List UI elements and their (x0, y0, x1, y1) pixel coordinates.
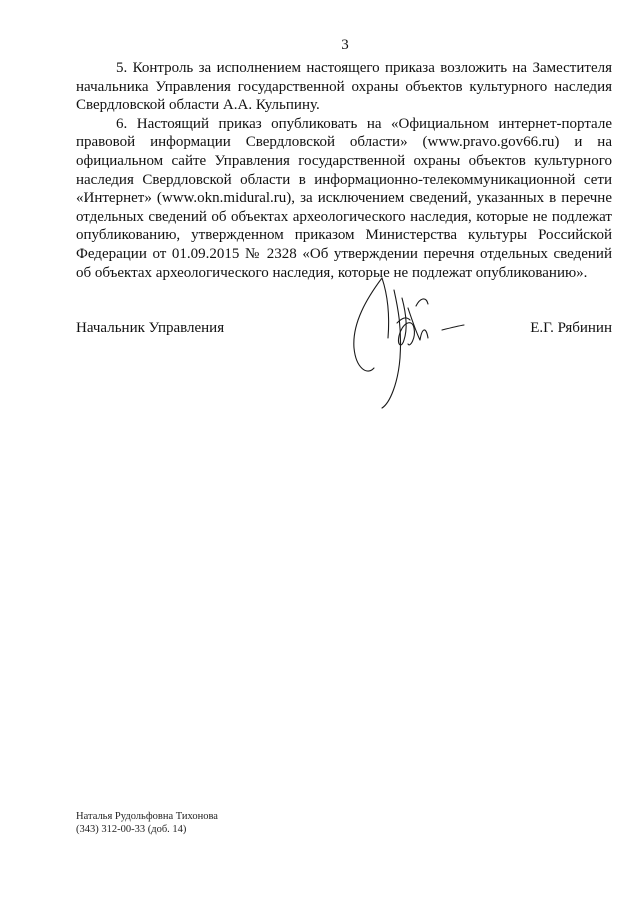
page-number: 3 (341, 37, 349, 53)
paragraph-5: 5. Контроль за исполнением настоящего приказа возложить на Заместителя начальника Управления государственной охраны объектов культурного наследия Свердловской области А.А. Кульпину. (76, 60, 612, 114)
paragraph-6: 6. Настоящий приказ опубликовать на «Официальном интернет-портале правовой информации Свердловской области» (www.pravo.gov66.ru) и на официальном сайте Управления государственной охраны объектов культурного наследия Свердловской области в информационно-телекоммуникационной сети «Интернет» (www.okn.midural.ru), за исключением сведений, указанных в перечне отдельных сведений об объектах археологического наследия, которые не подлежат опубликованию, утвержденном приказом Министерства культуры Российской Федерации от 01.09.2015 № 2328 «Об утверждении перечня отдельных сведений об объектах археологического наследия, которые не подлежат опубликованию». (76, 115, 612, 281)
signer-name: Е.Г. Рябинин (530, 320, 612, 336)
executor-info (76, 810, 218, 836)
executor-name: Наталья Рудольфовна Тихонова (76, 811, 218, 822)
position-title: Начальник Управления (76, 320, 225, 336)
document-body (76, 59, 612, 282)
executor-phone: (343) 312-00-33 (доб. 14) (76, 824, 187, 835)
handwritten-signature (342, 268, 472, 418)
